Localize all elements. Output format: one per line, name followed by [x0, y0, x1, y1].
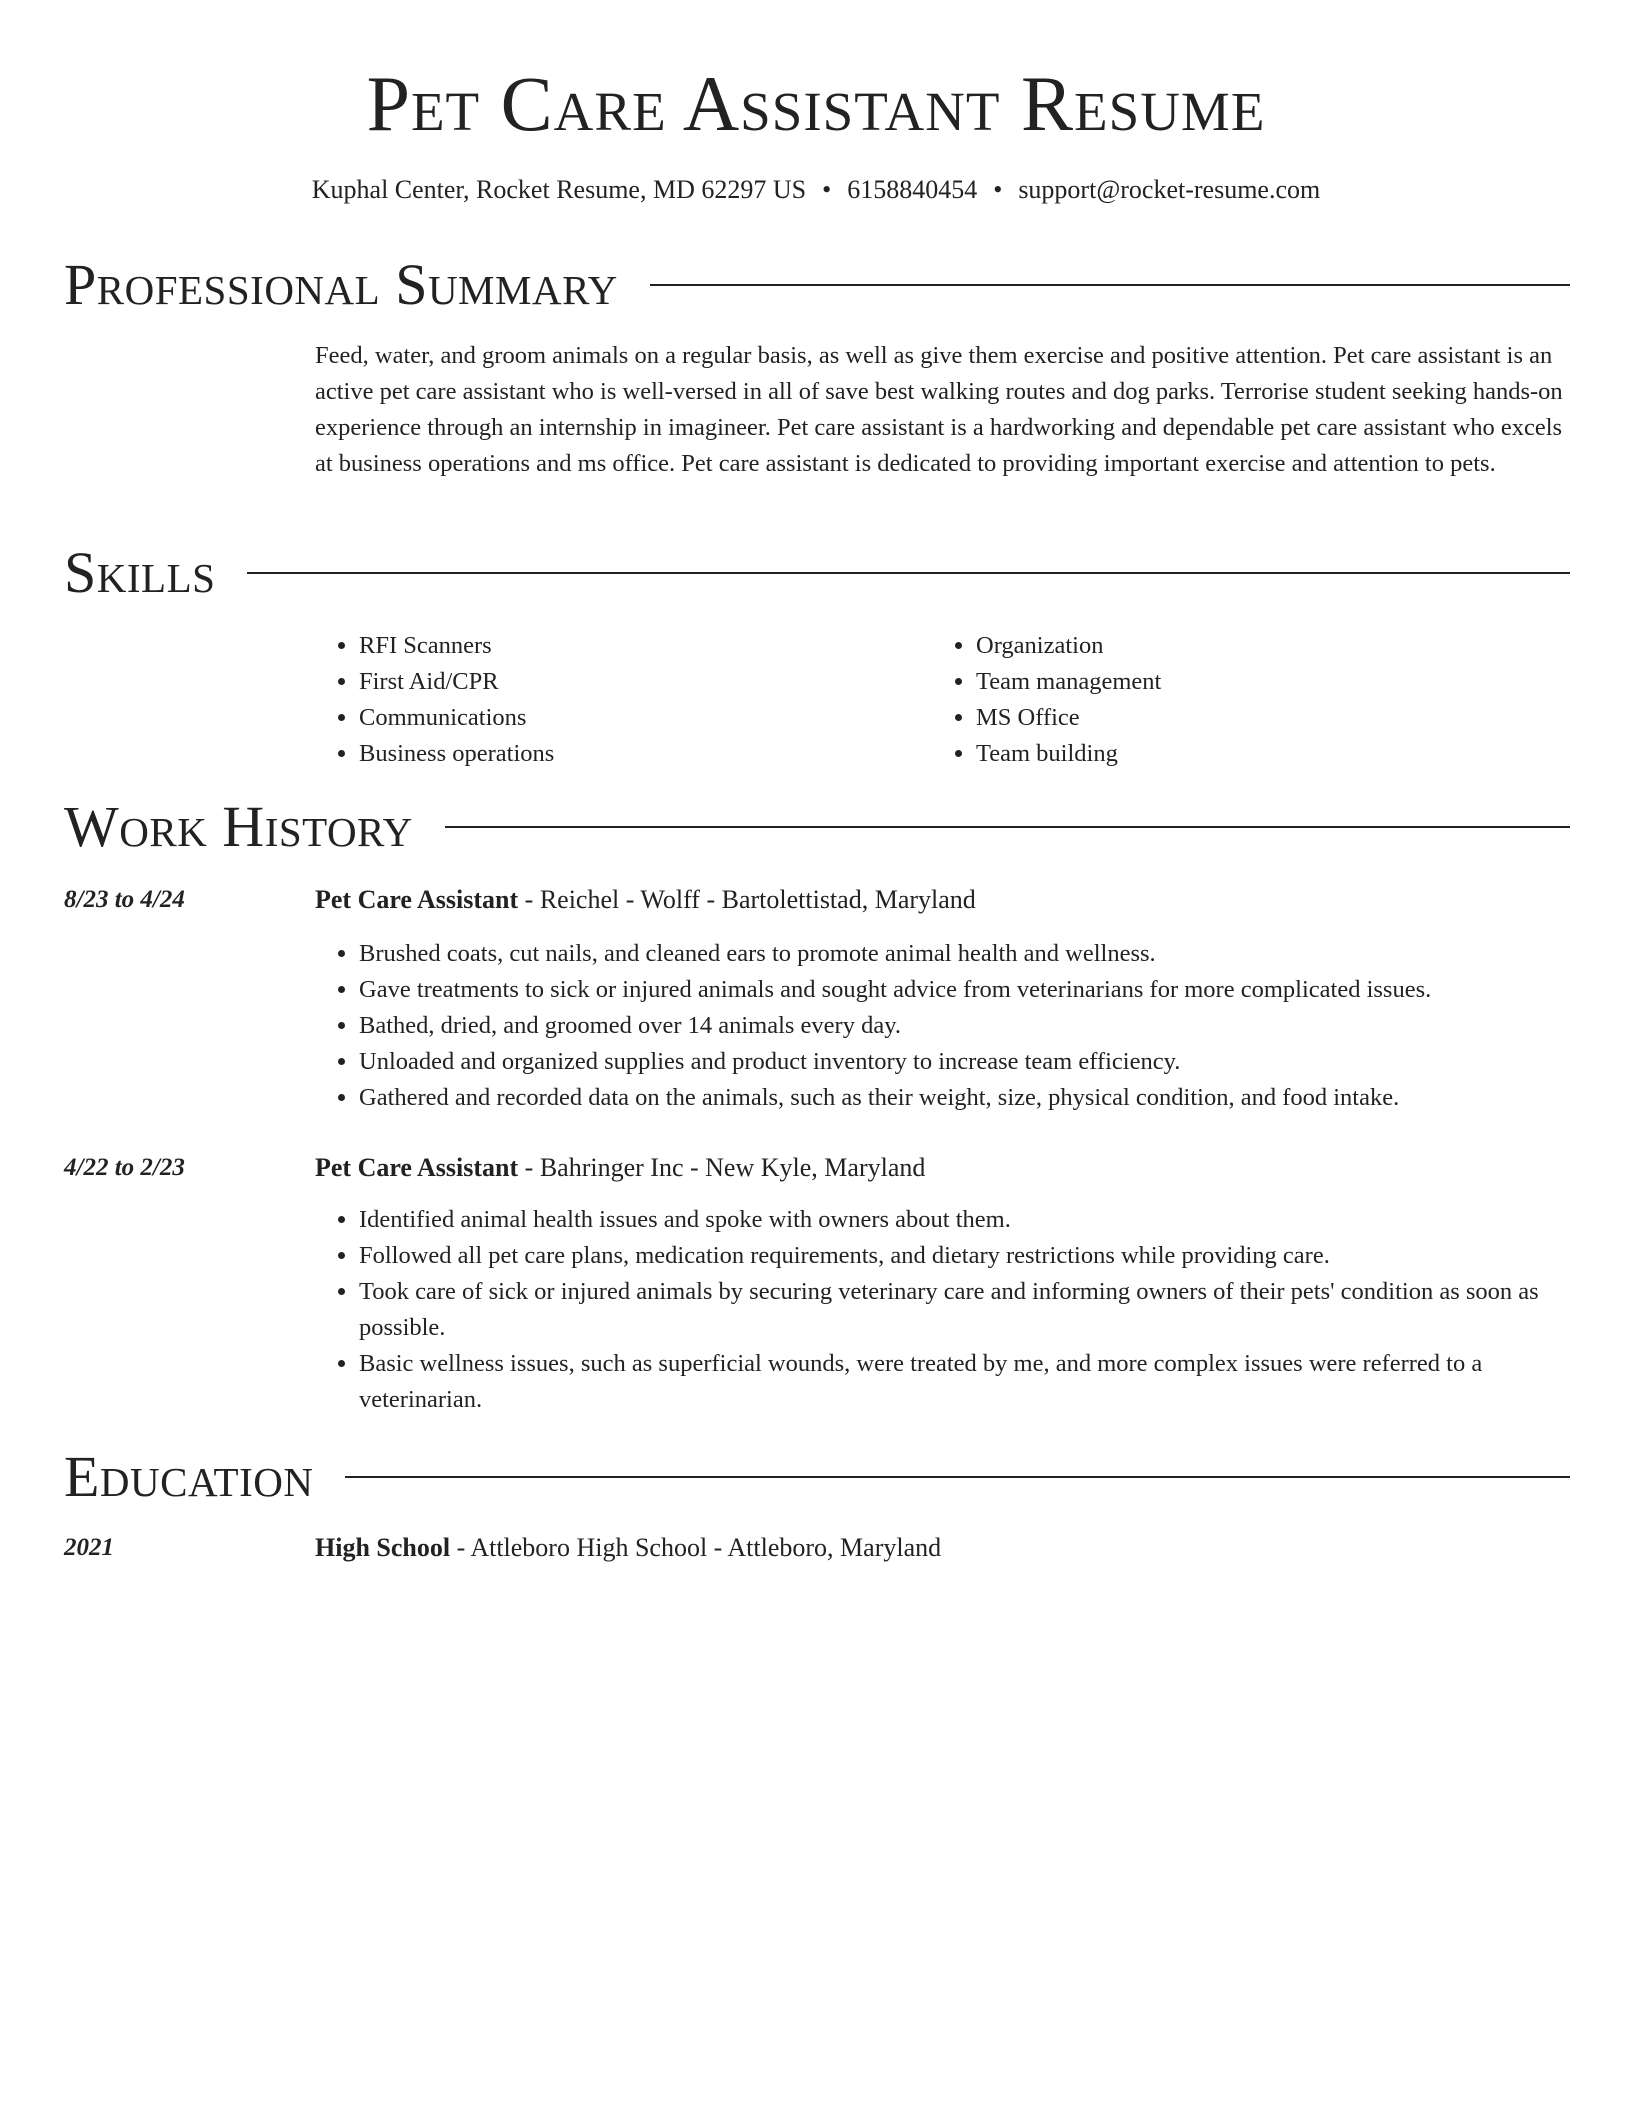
- job-bullet: • Brushed coats, cut nails, and cleaned ears to promote animal health and wellness.: [359, 936, 1573, 972]
- skill-item: • Business operations: [359, 736, 915, 772]
- skill-item: • MS Office: [976, 700, 1532, 736]
- contact-separator: •: [822, 175, 832, 204]
- job-bullet: • Identified animal health issues and spoke with owners about them.: [359, 1202, 1573, 1238]
- job-details: - Reichel - Wolff - Bartolettistad, Maryland: [518, 885, 976, 914]
- skills-column-left: [315, 628, 915, 772]
- job-heading: [315, 1150, 1573, 1186]
- resume-title: Pet Care Assistant Resume: [366, 60, 1266, 147]
- section-heading: Skills: [64, 540, 216, 605]
- section-skills: [64, 538, 1570, 608]
- skill-item: • First Aid/CPR: [359, 664, 915, 700]
- contact-line: [0, 172, 1632, 208]
- job-details: - Bahringer Inc - New Kyle, Maryland: [518, 1153, 926, 1182]
- education-year: 2021: [64, 1534, 114, 1561]
- job-bullet: • Followed all pet care plans, medication requirements, and dietary restrictions while providing care.: [359, 1238, 1573, 1274]
- contact-separator: •: [993, 175, 1003, 204]
- section-education: [64, 1442, 1570, 1512]
- job-bullet: • Took care of sick or injured animals by securing veterinary care and informing owners of their pets' condition as soon as possible.: [359, 1274, 1573, 1346]
- section-heading: Work History: [64, 794, 413, 859]
- job-dates: 8/23 to 4/24: [64, 886, 185, 913]
- section-divider: [345, 1476, 1570, 1478]
- job-bullet: • Gathered and recorded data on the animals, such as their weight, size, physical condition, and food intake.: [359, 1080, 1573, 1116]
- section-heading: Education: [64, 1444, 314, 1509]
- education-details: - Attleboro High School - Attleboro, Maryland: [450, 1533, 942, 1562]
- section-divider: [650, 284, 1570, 286]
- job-bullet: • Unloaded and organized supplies and product inventory to increase team efficiency.: [359, 1044, 1573, 1080]
- summary-text: Feed, water, and groom animals on a regular basis, as well as give them exercise and positive attention. Pet care assistant is an active pet care assistant who is well-versed in all of save best walking routes and dog parks. Terrorise student seeking hands-on experience through an internship in imagineer. Pet care assistant is a hardworking and dependable pet care assistant who excels at business operations and ms office. Pet care assistant is dedicated to providing important exercise and attention to pets.: [315, 342, 1563, 477]
- education-degree: High School: [315, 1533, 451, 1562]
- job-bullet: • Gave treatments to sick or injured animals and sought advice from veterinarians for more complicated issues.: [359, 972, 1573, 1008]
- section-heading: Professional Summary: [64, 252, 618, 317]
- job-bullet: • Basic wellness issues, such as superficial wounds, were treated by me, and more complex issues were referred to a veterinarian.: [359, 1346, 1573, 1418]
- address: Kuphal Center, Rocket Resume, MD 62297 US: [311, 175, 807, 204]
- skill-item: • Communications: [359, 700, 915, 736]
- section-work-history: [64, 792, 1570, 862]
- section-professional-summary: [64, 250, 1570, 320]
- section-divider: [445, 826, 1570, 828]
- education-heading: [315, 1530, 1573, 1566]
- section-divider: [247, 572, 1570, 574]
- skill-item: • Team management: [976, 664, 1532, 700]
- job-dates: 4/22 to 2/23: [64, 1154, 185, 1181]
- email: support@rocket-resume.com: [1018, 175, 1321, 204]
- job-title: Pet Care Assistant: [315, 1153, 519, 1182]
- skill-item: • Organization: [976, 628, 1532, 664]
- skill-item: • RFI Scanners: [359, 628, 915, 664]
- job-heading: [315, 882, 1573, 918]
- job-title: Pet Care Assistant: [315, 885, 519, 914]
- job-bullet: • Bathed, dried, and groomed over 14 animals every day.: [359, 1008, 1573, 1044]
- job-bullet-list: [315, 936, 1573, 1116]
- phone: 6158840454: [847, 175, 978, 204]
- skill-item: • Team building: [976, 736, 1532, 772]
- job-bullet-list: [315, 1202, 1573, 1418]
- skills-column-right: [932, 628, 1532, 772]
